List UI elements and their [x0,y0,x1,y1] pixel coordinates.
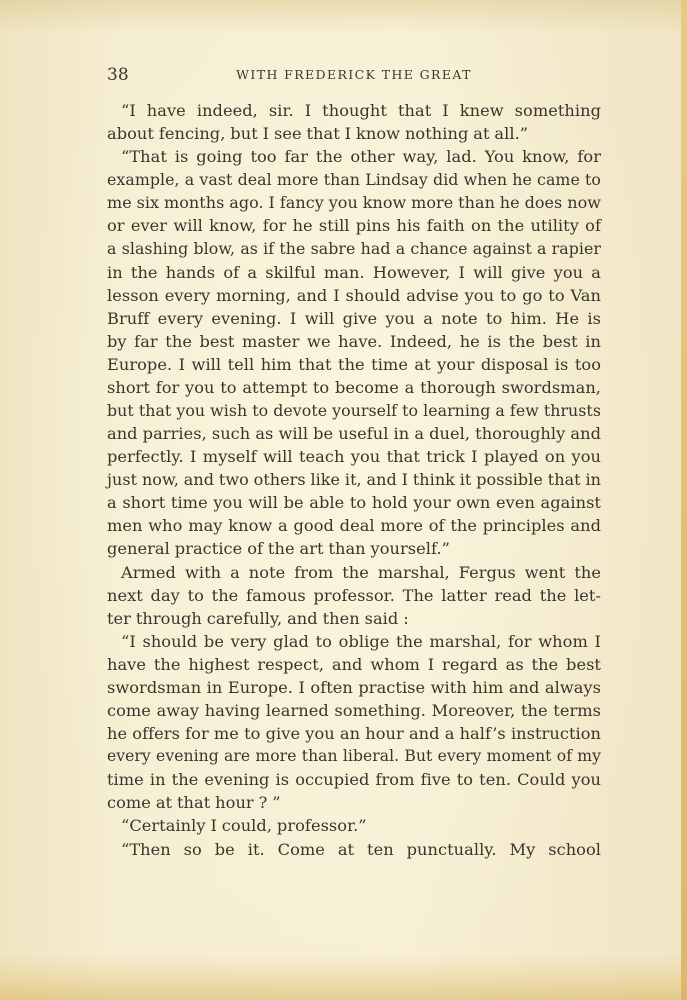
text-line: but that you wish to devote yourself to learning a few thrusts [107,401,601,421]
text-line: example, a vast deal more than Lindsay did when he came to [107,170,601,190]
text-line: Armed with a note from the marshal, Fergus went the [121,562,601,582]
text-line: a short time you will be able to hold your own even against [107,493,601,513]
text-line: every evening are more than liberal. But every moment of my [107,747,601,766]
text-line: and parries, such as will be useful in a duel, thoroughly and [107,424,601,444]
text-line: just now, and two others like it, and I think it possible that in [107,470,601,490]
text-line: Europe. I will tell him that the time at your disposal is too [107,354,601,374]
text-line: lesson every morning, and I should advise you to go to Van [107,285,601,305]
running-head: WITH FREDERICK THE GREAT [236,67,472,82]
text-line: a slashing blow, as if the sabre had a chance against a rapier [107,239,601,259]
text-line: perfectly. I myself will teach you that trick I played on you [107,447,601,467]
text-line: about fencing, but I see that I know nothing at all.” [107,124,529,144]
page-bottom-shading [0,954,687,1000]
text-line: ter through carefully, and then said : [107,608,409,628]
page-top-shading [0,0,687,34]
text-line: or ever will know, for he still pins his faith on the utility of [107,216,601,236]
text-line: short for you to attempt to become a thorough swordsman, [107,377,601,397]
text-line: by far the best master we have. Indeed, he is the best in [107,331,601,351]
text-line: in the hands of a skilful man. However, I will give you a [107,262,601,282]
text-line: “I have indeed, sir. I thought that I knew something [121,101,601,120]
text-line: “I should be very glad to oblige the marshal, for whom I [121,631,601,651]
text-line: “Then so be it. Come at ten punctually. My school [121,839,601,859]
text-line: swordsman in Europe. I often practise with him and always [107,677,601,697]
text-line: he offers for me to give you an hour and a half’s instruction [107,724,601,744]
text-line: “That is going too far the other way, lad. You know, for [121,147,601,167]
text-line: next day to the famous professor. The latter read the let- [107,585,601,605]
text-line: general practice of the art than yourself.” [107,539,450,559]
body-text [107,99,601,861]
page-number: 38 [107,65,129,85]
text-line: men who may know a good deal more of the principles and [107,516,601,536]
text-line: Bruff every evening. I will give you a note to him. He is [107,308,601,328]
text-line: time in the evening is occupied from five to ten. Could you [107,770,601,790]
text-line: have the highest respect, and whom I regard as the best [107,654,601,674]
text-line: come at that hour ? ” [107,793,281,813]
page-header [107,62,601,88]
text-line: come away having learned something. Moreover, the terms [107,701,601,721]
text-line: me six months ago. I fancy you know more than he does now [107,193,601,213]
text-line: “Certainly I could, professor.” [121,816,367,836]
page-edge-right [681,0,687,1000]
